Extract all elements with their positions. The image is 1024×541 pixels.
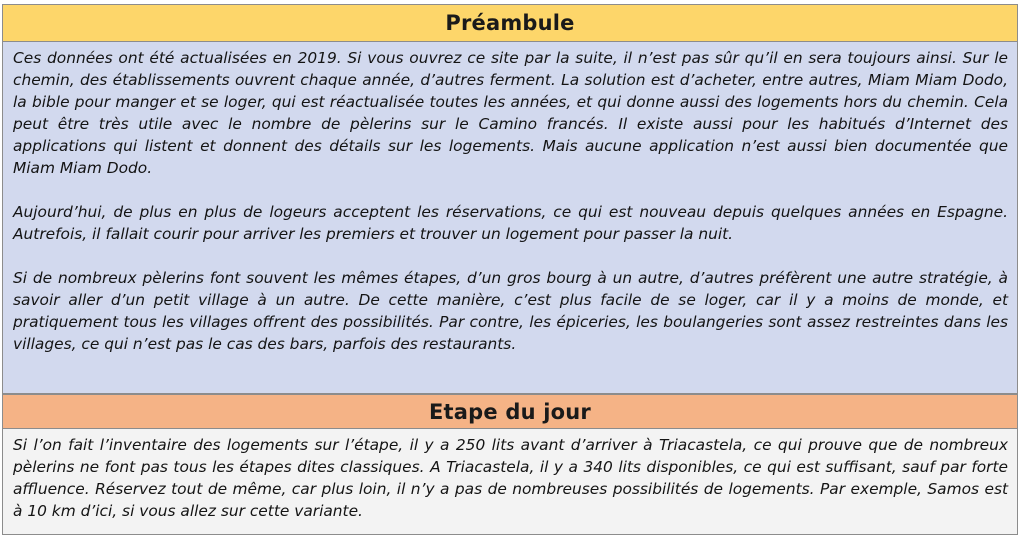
preambule-paragraph-1: Ces données ont été actualisées en 2019. Si vous ouvrez ce site par la suite, il n’est pas sûr qu’il en sera toujours ainsi. Sur le chemin, des établissements ouvrent chaque année, d’autres ferment. La solution est d’acheter, entre autres, Miam Miam Dodo, la bible pour manger et se loger, qui est réactualisée toutes les années, et qui donne aussi des logements hors du chemin. Cela peut être très utile avec le nombre de pèlerins sur le Camino francés. Il existe aussi pour les habitués d’Internet des applications qui listent et donnent des détails sur les logements. Mais aucune application n’est aussi bien documentée que Miam Miam Dodo. bbox=[13, 49, 1008, 177]
preambule-heading bbox=[2, 4, 1018, 42]
preambule-title: Préambule bbox=[445, 11, 575, 35]
preambule-paragraph-2: Aujourd’hui, de plus en plus de logeurs acceptent les réservations, ce qui est nouveau depuis quelques années en Espagne. Autrefois, il fallait courir pour arriver les premiers et trouver un logement pour passer la nuit. bbox=[13, 203, 1008, 243]
etape-title: Etape du jour bbox=[429, 399, 591, 424]
etape-section bbox=[2, 429, 1018, 535]
etape-heading bbox=[2, 394, 1018, 429]
preambule-paragraph-3: Si de nombreux pèlerins font souvent les mêmes étapes, d’un gros bourg à un autre, d’autres préfèrent une autre stratégie, à savoir aller d’un petit village à un autre. De cette manière, c’est plus facile de se loger, car il y a moins de monde, et pratiquement tous les villages offrent des possibilités. Par contre, les épiceries, les boulangeries sont assez restreintes dans les villages, ce qui n’est pas le cas des bars, parfois des restaurants. bbox=[13, 269, 1008, 353]
preambule-section bbox=[2, 42, 1018, 394]
etape-paragraph-1: Si l’on fait l’inventaire des logements sur l’étape, il y a 250 lits avant d’arriver à Triacastela, ce qui prouve que de nombreux pèlerins ne font pas tous les étapes dites classiques. A Triacastela, il y a 340 lits disponibles, ce qui est suffisant, sauf par forte affluence. Réservez tout de même, car plus loin, il n’y a pas de nombreuses possibilités de logements. Par exemple, Samos est à 10 km d’ici, si vous allez sur cette variante. bbox=[13, 436, 1008, 520]
